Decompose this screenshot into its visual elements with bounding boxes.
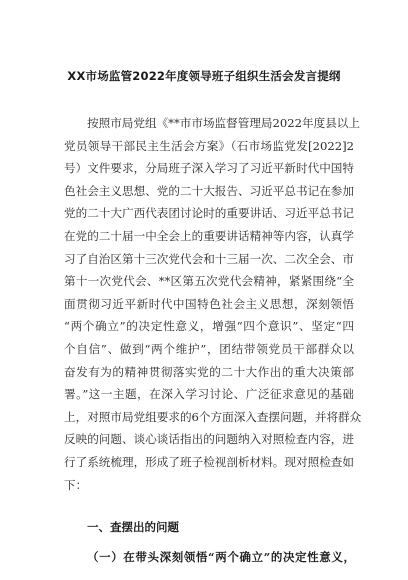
body-line: 行了系统梳理，形成了班子检视剖析材料。现对照检查如 (64, 454, 354, 469)
body-line: 色社会主义思想、党的二十大报告、习近平总书记在参加 (64, 183, 354, 198)
section-heading: 一、查摆出的问题 (87, 520, 179, 534)
body-line: 习了自治区第十三次党代会和十三届一次、二次全会、市 (64, 251, 354, 266)
body-line: 党的二十大广西代表团讨论时的重要讲话、习近平总书记 (64, 206, 354, 221)
body-line: 号）文件要求，分局班子深入学习了习近平新时代中国特 (64, 161, 354, 176)
body-line: 在党的二十届一中全会上的重要讲话精神等内容，认真学 (64, 228, 354, 243)
body-line: 个自信”、做到“两个维护”，团结带领党员干部群众以 (64, 341, 354, 356)
body-line: 面贯彻习近平新时代中国特色社会主义思想，深刻领悟 (64, 296, 354, 311)
body-line: 反映的问题、谈心谈话指出的问题纳入对照检查内容，进 (64, 432, 354, 447)
body-paragraph (64, 112, 362, 496)
body-line: 下： (64, 477, 88, 492)
body-line: 上，对照市局党组要求的6个方面深入查摆问题，并将群众 (64, 409, 362, 424)
body-line: 党员领导干部民主生活会方案》（石市场监党发[2022]2 (64, 138, 354, 153)
body-line: 按照市局党组《**市市场监督管理局2022年度县以上 (87, 116, 360, 130)
body-line: “两个确立”的决定性意义，增强“四个意识”、坚定“四 (64, 319, 354, 334)
body-line: 第十一次党代会、**区第五次党代会精神，紧紧围绕“全 (64, 274, 354, 289)
document-title: XX市场监管2022年度领导班子组织生活会发言提纲 (67, 69, 341, 83)
body-line: 署。”这一主题，在深入学习讨论、广泛征求意见的基础 (64, 387, 354, 402)
subsection-heading: （一）在带头深刻领悟“两个确立”的决定性意义， (87, 550, 355, 564)
body-line: 奋发有为的精神贯彻落实党的二十大作出的重大决策部 (64, 364, 354, 379)
